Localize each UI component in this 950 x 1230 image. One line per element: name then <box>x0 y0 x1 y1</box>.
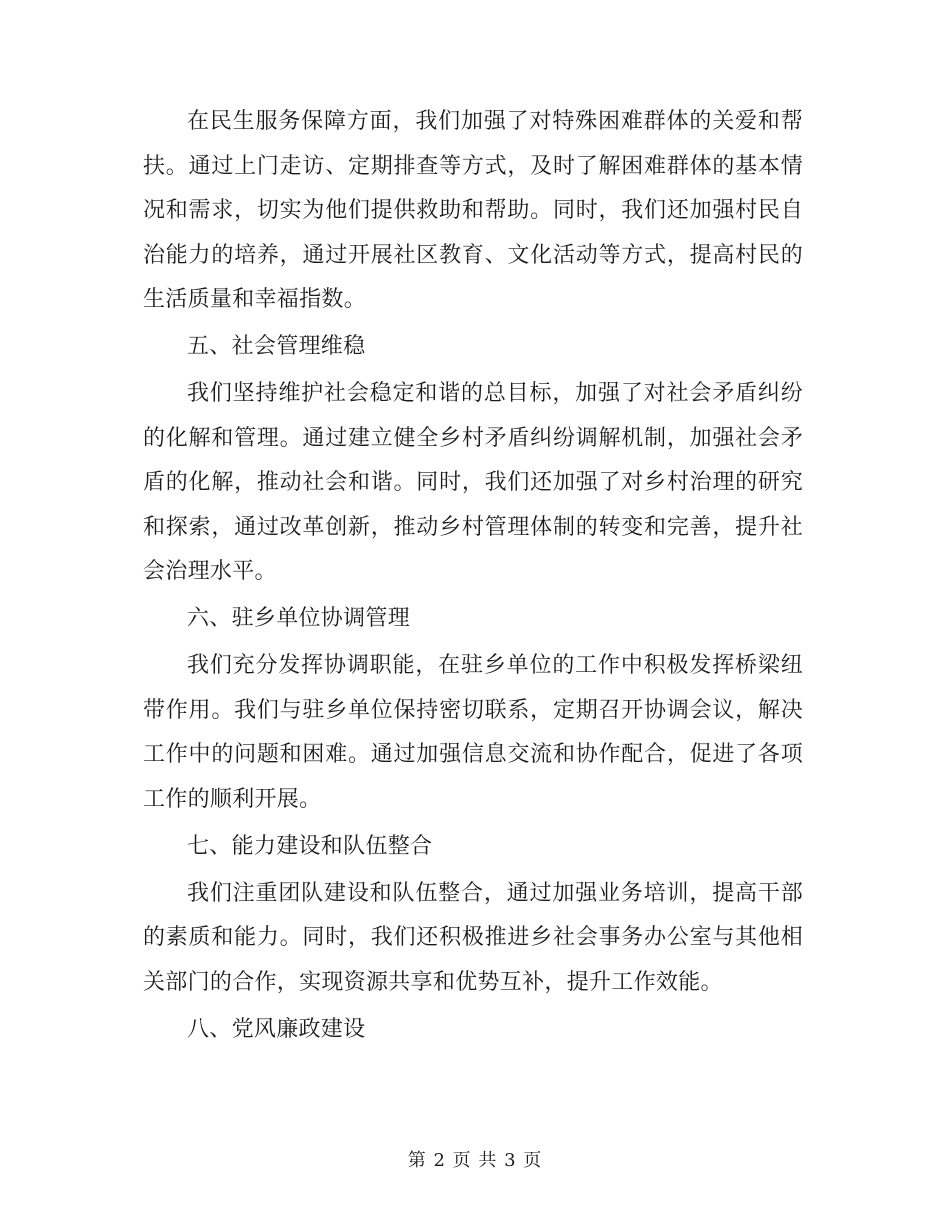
paragraph-social-stability: 我们坚持维护社会稳定和谐的总目标，加强了对社会矛盾纠纷的化解和管理。通过建立健全乡村矛盾纠纷调解机制，加强社会矛盾的化解，推动社会和谐。同时，我们还加强了对乡村治理的研究和探索，通过改革创新，推动乡村管理体制的转变和完善，提升社会治理水平。 <box>143 381 803 584</box>
section-heading-8: 八、党风廉政建设 <box>187 1016 366 1042</box>
section-heading-6: 六、驻乡单位协调管理 <box>187 606 411 631</box>
section-heading-7: 七、能力建设和队伍整合 <box>187 833 433 859</box>
paragraph-livelihood-services: 在民生服务保障方面，我们加强了对特殊困难群体的关爱和帮扶。通过上门走访、定期排查等方式，及时了解困难群体的基本情况和需求，切实为他们提供救助和帮助。同时，我们还加强村民自治能力的培养，通过开展社区教育、文化活动等方式，提高村民的生活质量和幸福指数。 <box>143 109 803 312</box>
document-body <box>143 100 803 1055</box>
paragraph-unit-coordination: 我们充分发挥协调职能，在驻乡单位的工作中积极发挥桥梁纽带作用。我们与驻乡单位保持密切联系，定期召开协调会议，解决工作中的问题和困难。通过加强信息交流和协作配合，促进了各项工作的顺利开展。 <box>143 653 803 812</box>
page-number-footer: 第 2 页 共 3 页 <box>407 1150 543 1171</box>
paragraph-capacity-building: 我们注重团队建设和队伍整合，通过加强业务培训，提高干部的素质和能力。同时，我们还积极推进乡社会事务办公室与其他相关部门的合作，实现资源共享和优势互补，提升工作效能。 <box>143 880 803 995</box>
section-heading-5: 五、社会管理维稳 <box>187 334 366 359</box>
